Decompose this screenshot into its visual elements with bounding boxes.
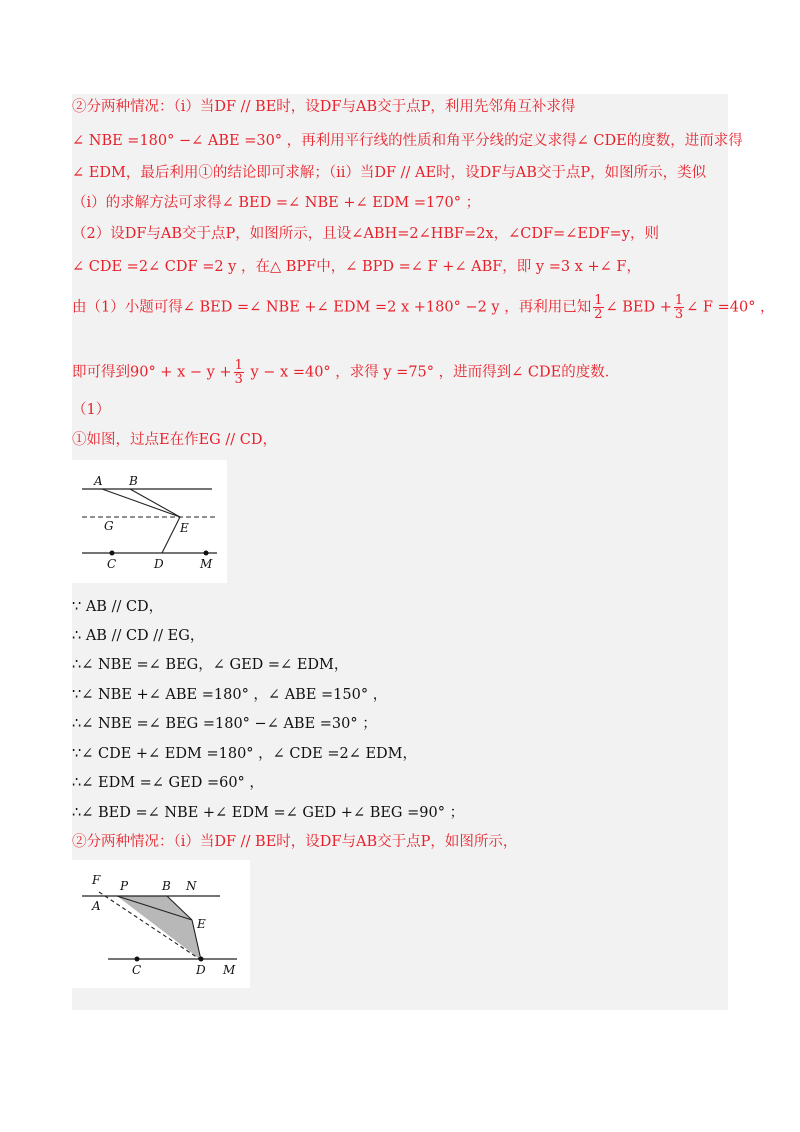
fraction-third-2: $\frac{1}{3}$ [234, 358, 243, 387]
analysis-line-4: （i）的求解方法可求得∠ BED =∠ NBE +∠ EDM =170° ； [72, 195, 481, 211]
proof-line-3: ∴∠ NBE =∠ BEG，∠ GED =∠ EDM， [72, 657, 349, 673]
figure-2-svg [72, 860, 250, 988]
solution-step-1: ①如图，过点E在作EG // CD， [72, 432, 277, 448]
proof-line-1: ∵ AB // CD， [72, 599, 164, 615]
solution-step-2: ②分两种情况：（i）当DF // BE时，设DF与AB交于点P，如图所示， [72, 834, 518, 850]
point-d [199, 957, 204, 962]
label-c: C [132, 963, 142, 977]
analysis-line-7 [72, 294, 775, 321]
label-b: B [162, 879, 171, 893]
proof-line-8: ∴∠ BED =∠ NBE +∠ EDM =∠ GED +∠ BEG =90° ； [72, 805, 465, 821]
label-b: B [129, 474, 138, 488]
figure-2 [72, 860, 250, 988]
fraction-half: $\frac{1}{2}$ [594, 293, 603, 322]
label-e: E [197, 917, 206, 931]
segment-be [130, 489, 180, 517]
figure-1-svg [72, 460, 227, 583]
point-m [204, 551, 209, 556]
analysis-line-8b: y − x =40° ，求得 y =75° ，进而得到∠ CDE的度数． [245, 364, 620, 381]
analysis-line-2: ∠ NBE =180° −∠ ABE =30° ，再利用平行线的性质和角平分线的定义求得∠ CDE的度数，进而求得 [72, 133, 743, 149]
analysis-line-1: ②分两种情况：（i）当DF // BE时，设DF与AB交于点P，利用先邻角互补求得 [72, 99, 576, 115]
analysis-line-7b: ∠ BED + [605, 299, 672, 316]
analysis-line-8 [72, 359, 619, 386]
label-a: A [92, 899, 101, 913]
label-a: A [94, 474, 103, 488]
label-p: P [120, 879, 129, 893]
point-c [135, 957, 140, 962]
segment-ae [102, 489, 180, 517]
label-d: D [154, 557, 164, 571]
fraction-third: $\frac{1}{3}$ [674, 293, 684, 322]
analysis-line-6: ∠ CDE =2∠ CDF =2 y ，在△ BPF中，∠ BPD =∠ F +∠ ABF，即 y =3 x +∠ F， [72, 259, 641, 275]
analysis-line-5: （2）设DF与AB交于点P，如图所示，且设∠ABH=2∠HBF=2x，∠CDF=∠EDF=y，则 [72, 226, 659, 242]
label-e: E [180, 521, 189, 535]
analysis-line-7a: 由（1）小题可得∠ BED =∠ NBE +∠ EDM =2 x +180° −2 y ，再利用已知 [72, 299, 592, 316]
label-m: M [200, 557, 213, 571]
label-m: M [223, 963, 236, 977]
label-c: C [107, 557, 117, 571]
analysis-line-7c: ∠ F =40° ， [686, 299, 775, 316]
analysis-line-3: ∠ EDM，最后利用①的结论即可求解；（ii）当DF // AE时，设DF与AB交于点P，如图所示，类似 [72, 165, 707, 181]
proof-line-2: ∴ AB // CD // EG， [72, 628, 205, 644]
label-n: N [186, 879, 197, 893]
figure-1 [72, 460, 227, 583]
label-d: D [196, 963, 206, 977]
proof-line-4: ∵∠ NBE +∠ ABE =180° ，∠ ABE =150° ， [72, 687, 388, 703]
proof-line-6: ∵∠ CDE +∠ EDM =180° ，∠ CDE =2∠ EDM， [72, 746, 418, 762]
segment-ed [162, 517, 180, 553]
proof-line-7: ∴∠ EDM =∠ GED =60° ， [72, 775, 264, 791]
point-c [110, 551, 115, 556]
label-f: F [92, 873, 101, 887]
label-g: G [104, 519, 114, 533]
proof-line-5: ∴∠ NBE =∠ BEG =180° −∠ ABE =30° ； [72, 716, 377, 732]
analysis-line-8a: 即可得到90° + x − y + [72, 364, 232, 381]
shaded-region [117, 896, 201, 960]
solution-part-label: （1） [72, 402, 111, 418]
